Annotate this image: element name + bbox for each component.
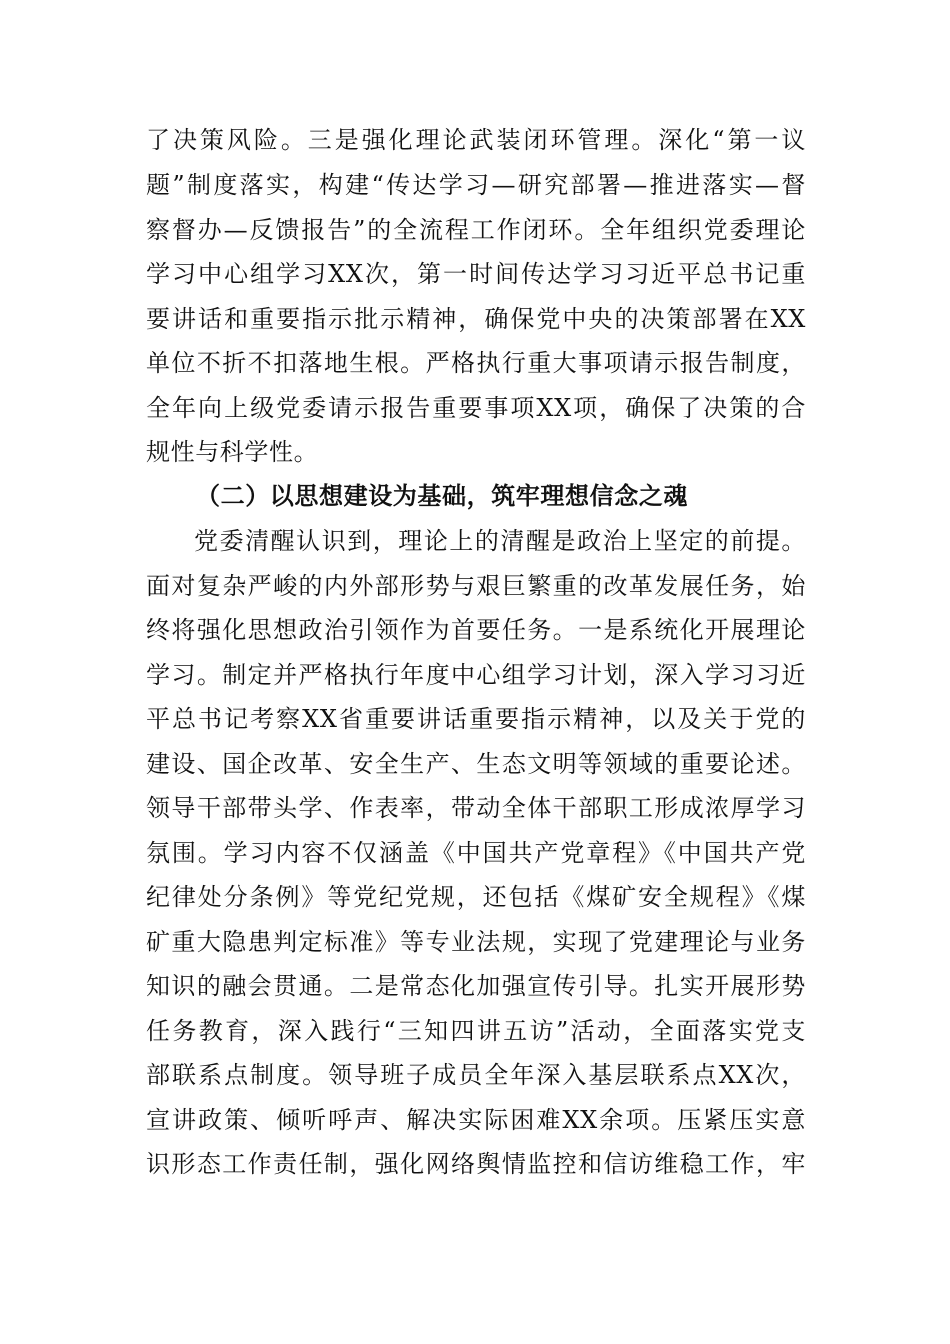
paragraph-2-line: 建设、国企改革、安全生产、生态文明等领域的重要论述。 — [146, 750, 806, 778]
section-heading: （二）以思想建设为基础，筑牢理想信念之魂 — [196, 481, 688, 510]
paragraph-1-line: 察督办—反馈报告”的全流程工作闭环。全年组织党委理论 — [146, 216, 806, 244]
paragraph-2-line: 领导干部带头学、作表率，带动全体干部职工形成浓厚学习 — [146, 794, 806, 822]
paragraph-2-line: 平总书记考察XX省重要讲话重要指示精神，以及关于党的 — [146, 705, 806, 733]
paragraph-2-line: 终将强化思想政治引领作为首要任务。一是系统化开展理论 — [146, 616, 806, 644]
paragraph-2-line: 面对复杂严峻的内外部形势与艰巨繁重的改革发展任务，始 — [146, 572, 806, 600]
paragraph-1-line: 要讲话和重要指示批示精神，确保党中央的决策部署在XX — [146, 305, 806, 333]
paragraph-2-line: 宣讲政策、倾听呼声、解决实际困难XX余项。压紧压实意 — [146, 1106, 806, 1134]
paragraph-2-line: 矿重大隐患判定标准》等专业法规，实现了党建理论与业务 — [146, 928, 806, 956]
paragraph-2-line: 识形态工作责任制，强化网络舆情监控和信访维稳工作，牢 — [146, 1150, 806, 1178]
paragraph-1-line: 题”制度落实，构建“传达学习—研究部署—推进落实—督 — [146, 171, 806, 199]
paragraph-2-line: 纪律处分条例》等党纪党规，还包括《煤矿安全规程》《煤 — [146, 883, 806, 911]
paragraph-2-line: 部联系点制度。领导班子成员全年深入基层联系点XX次， — [146, 1061, 806, 1089]
paragraph-2-line: 学习。制定并严格执行年度中心组学习计划，深入学习习近 — [146, 661, 806, 689]
paragraph-1-line: 规性与科学性。 — [146, 438, 319, 466]
paragraph-2-line: 任务教育，深入践行“三知四讲五访”活动，全面落实党支 — [146, 1017, 806, 1045]
paragraph-2-line: 氛围。学习内容不仅涵盖《中国共产党章程》《中国共产党 — [146, 839, 806, 867]
paragraph-1-line: 单位不折不扣落地生根。严格执行重大事项请示报告制度， — [146, 349, 806, 377]
paragraph-1-line: 学习中心组学习XX次，第一时间传达学习习近平总书记重 — [146, 260, 806, 288]
paragraph-1-line: 全年向上级党委请示报告重要事项XX项，确保了决策的合 — [146, 394, 806, 422]
paragraph-1-line: 了决策风险。三是强化理论武装闭环管理。深化“第一议 — [146, 126, 806, 154]
paragraph-2-line: 党委清醒认识到，理论上的清醒是政治上坚定的前提。 — [194, 527, 806, 555]
paragraph-2-line: 知识的融会贯通。二是常态化加强宣传引导。扎实开展形势 — [146, 972, 806, 1000]
